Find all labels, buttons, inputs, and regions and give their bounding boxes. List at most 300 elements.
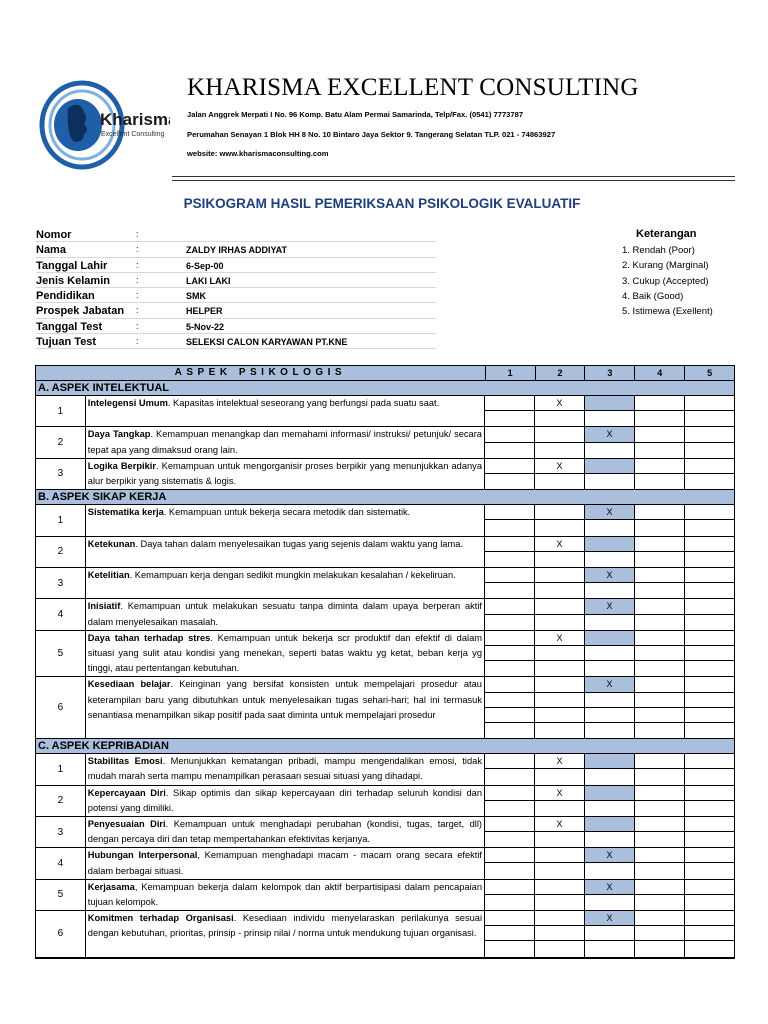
- score-cell-5: [684, 646, 734, 660]
- aspect-name: Daya tahan terhadap stres: [87, 632, 211, 643]
- legend-block: [622, 228, 713, 321]
- score-cell-1: [484, 880, 534, 894]
- row-description: [86, 817, 484, 847]
- score-cell-3: [584, 631, 634, 645]
- score-cell-2: [534, 427, 584, 441]
- aspect-name: Kesediaan belajar: [87, 679, 171, 690]
- header-score-2: 2: [535, 366, 585, 380]
- identity-value: 5-Nov-22: [186, 321, 225, 332]
- legend-title: Keterangan: [636, 228, 697, 240]
- row-number: 1: [36, 396, 86, 426]
- score-cells: [484, 459, 734, 489]
- score-line: [484, 848, 734, 863]
- score-cell-3: [584, 769, 634, 784]
- score-cell-5: [684, 505, 734, 519]
- table-header: [36, 366, 734, 381]
- aspect-text: . Kemampuan untuk bekerja scr produktif dan efektif di dalam situasi yang sulit atau kondisi yang menekan, seperti batas waktu yg ketat, beban kerja yg tinggi, atau pertentangan kebutuhan.: [87, 632, 482, 674]
- score-mark: X: [534, 786, 584, 800]
- score-cell-4: [634, 411, 684, 426]
- aspect-name: Inisiatif: [87, 601, 121, 612]
- score-cell-3: [584, 411, 634, 426]
- identity-colon: :: [136, 320, 139, 331]
- score-cell-2: [534, 646, 584, 660]
- score-cells: [484, 911, 734, 957]
- score-cell-5: [684, 817, 734, 831]
- score-line: [484, 723, 734, 738]
- score-cell-1: [484, 583, 534, 598]
- header-score-1: 1: [485, 366, 535, 380]
- score-cell-4: [634, 599, 684, 613]
- section-header: B. ASPEK SIKAP KERJA: [36, 490, 734, 505]
- identity-label: Nomor: [36, 229, 72, 241]
- company-logo: [38, 78, 170, 172]
- score-cells: [484, 786, 734, 816]
- score-cell-5: [684, 848, 734, 862]
- row-number: 6: [36, 677, 86, 738]
- score-cells: [484, 537, 734, 567]
- identity-block: [36, 227, 436, 349]
- identity-row: [36, 242, 436, 257]
- aspect-text: . Menunjukkan kematangan pribadi, mampu mengendalikan emosi, tidak mudah marah serta mampu menampilkan perasaan sesuai situasi yang dihadapi.: [87, 756, 482, 782]
- score-cell-1: [484, 459, 534, 473]
- address-line-1: Jalan Anggrek Merpati I No. 96 Komp. Batu Alam Permai Samarinda, Telp/Fax. (0541) 7773787: [187, 110, 524, 119]
- aspect-name: Sistematika kerja: [87, 507, 164, 518]
- document-title: PSIKOGRAM HASIL PEMERIKSAAN PSIKOLOGIK EVALUATIF: [183, 196, 581, 211]
- score-cell-5: [684, 941, 734, 956]
- score-line: [484, 926, 734, 941]
- score-cell-2: [534, 505, 584, 519]
- score-cell-3: [584, 754, 634, 768]
- identity-row: [36, 319, 436, 334]
- header-score-3: 3: [584, 366, 634, 380]
- score-cells: [484, 848, 734, 878]
- score-cell-1: [484, 693, 534, 707]
- aspect-name: Stabilitas Emosi: [87, 756, 163, 767]
- score-cell-4: [634, 661, 684, 676]
- score-line: [484, 661, 734, 676]
- score-cell-2: [534, 708, 584, 722]
- row-description: [86, 505, 484, 535]
- score-cell-5: [684, 537, 734, 551]
- score-mark: X: [534, 631, 584, 645]
- score-line: [484, 396, 734, 411]
- header-aspek: ASPEK PSIKOLOGIS: [174, 367, 347, 378]
- score-cell-5: [684, 459, 734, 473]
- legend-item: 2. Kurang (Marginal): [622, 260, 709, 272]
- row-description: [86, 880, 484, 910]
- score-line: [484, 599, 734, 614]
- score-cell-1: [484, 443, 534, 458]
- aspect-text: . Kapasitas intelektual seseorang yang berfungsi pada suatu saat.: [167, 398, 440, 408]
- score-line: [484, 427, 734, 442]
- website-line: website: www.kharismaconsulting.com: [187, 149, 329, 158]
- score-cell-1: [484, 599, 534, 613]
- row-number: 3: [36, 817, 86, 847]
- score-line: [484, 505, 734, 520]
- score-cell-4: [634, 631, 684, 645]
- row-number: 2: [36, 786, 86, 816]
- table-row: [36, 880, 734, 911]
- score-cell-4: [634, 817, 684, 831]
- score-line: [484, 474, 734, 489]
- legend-item: 4. Baik (Good): [622, 290, 684, 302]
- score-cell-4: [634, 615, 684, 630]
- identity-colon: :: [136, 290, 139, 301]
- score-cell-4: [634, 880, 684, 894]
- score-cell-4: [634, 677, 684, 691]
- identity-colon: :: [136, 244, 139, 255]
- table-row: [36, 677, 734, 739]
- identity-label: Jenis Kelamin: [36, 274, 110, 287]
- score-cell-2: [534, 474, 584, 489]
- score-cell-5: [684, 754, 734, 768]
- identity-value: SELEKSI CALON KARYAWAN PT.KNE: [186, 337, 348, 348]
- aspect-text: . Sikap optimis dan sikap kepercayaan diri terhadap seluruh kondisi dan potensi yang dimiliki.: [87, 787, 483, 813]
- aspect-name: Daya Tangkap: [87, 429, 151, 440]
- score-cell-5: [684, 832, 734, 847]
- score-cell-4: [634, 552, 684, 567]
- score-cell-4: [634, 443, 684, 458]
- score-cell-3: [584, 615, 634, 630]
- section-header: A. ASPEK INTELEKTUAL: [36, 381, 734, 396]
- score-cell-3: [584, 396, 634, 410]
- score-cell-4: [634, 754, 684, 768]
- aspect-text: . Kemampuan menangkap dan memahami informasi/ instruksi/ petunjuk/ secara tepat apa yang dimaksud orang lain.: [87, 429, 482, 455]
- score-cell-1: [484, 568, 534, 582]
- score-cell-5: [684, 568, 734, 582]
- score-line: [484, 801, 734, 816]
- table-row: [36, 427, 734, 458]
- row-number: 4: [36, 599, 86, 629]
- psychogram-table: [35, 365, 735, 959]
- score-cell-3: [584, 708, 634, 722]
- score-line: [484, 537, 734, 552]
- score-cell-2: [534, 661, 584, 676]
- score-cell-4: [634, 646, 684, 660]
- aspect-name: Ketekunan: [87, 538, 136, 549]
- score-cell-5: [684, 599, 734, 613]
- score-cell-5: [684, 583, 734, 598]
- table-row: [36, 817, 734, 848]
- aspect-name: Komitmen terhadap Organisasi: [87, 913, 234, 924]
- row-number: 4: [36, 848, 86, 878]
- score-cell-5: [684, 911, 734, 925]
- score-cell-2: [534, 941, 584, 956]
- score-cell-3: [584, 801, 634, 816]
- score-cell-3: [584, 786, 634, 800]
- header-divider-thin: [172, 180, 735, 181]
- score-mark: X: [534, 817, 584, 831]
- aspect-name: Kepercayaan Diri: [87, 787, 166, 798]
- score-mark: X: [534, 754, 584, 768]
- score-cells: [484, 631, 734, 677]
- score-cell-2: [534, 615, 584, 630]
- aspect-name: Kerjasama: [87, 881, 135, 892]
- score-cell-1: [484, 941, 534, 956]
- score-cell-5: [684, 631, 734, 645]
- score-line: [484, 708, 734, 723]
- score-line: [484, 769, 734, 784]
- score-line: [484, 631, 734, 646]
- score-cell-1: [484, 801, 534, 816]
- table-row: [36, 631, 734, 678]
- score-cell-1: [484, 537, 534, 551]
- identity-label: Nama: [36, 244, 66, 257]
- score-cell-4: [634, 583, 684, 598]
- header-score-5: 5: [684, 366, 734, 380]
- score-mark: X: [534, 459, 584, 473]
- identity-label: Prospek Jabatan: [36, 305, 125, 318]
- row-description: [86, 911, 484, 957]
- score-cell-4: [634, 786, 684, 800]
- score-cell-5: [684, 615, 734, 630]
- score-cell-2: [534, 723, 584, 738]
- score-cell-3: [584, 474, 634, 489]
- score-cell-3: [584, 832, 634, 847]
- score-cell-3: [584, 723, 634, 738]
- score-cell-2: [534, 832, 584, 847]
- identity-value: LAKI LAKI: [186, 275, 231, 286]
- score-cell-5: [684, 863, 734, 878]
- score-line: [484, 817, 734, 832]
- aspect-name: Penyesuaian Diri: [87, 818, 166, 829]
- header-divider: [172, 176, 735, 177]
- score-cell-4: [634, 396, 684, 410]
- score-cell-1: [484, 911, 534, 925]
- score-cell-4: [634, 848, 684, 862]
- score-cell-2: [534, 801, 584, 816]
- aspect-text: . Kemampuan untuk mengorganisir proses berpikir yang menunjukkan adanya alur berpikir yang sistematis & logis.: [87, 460, 482, 486]
- score-cell-1: [484, 411, 534, 426]
- score-cell-2: [534, 693, 584, 707]
- score-cell-2: [534, 411, 584, 426]
- score-mark: X: [584, 848, 634, 862]
- score-cell-4: [634, 427, 684, 441]
- aspect-text: . Kemampuan untuk melakukan sesuatu tanpa diminta dalam upaya berperan aktif dalam menyelesaikan masalah.: [87, 601, 482, 627]
- score-cell-2: [534, 583, 584, 598]
- score-cell-3: [584, 863, 634, 878]
- score-cell-1: [484, 552, 534, 567]
- score-cell-3: [584, 926, 634, 940]
- legend-item: 1. Rendah (Poor): [622, 245, 695, 256]
- row-description: [86, 631, 484, 677]
- table-row: [36, 848, 734, 879]
- score-cell-5: [684, 723, 734, 738]
- address-line-2: Perumahan Senayan 1 Blok HH 8 No. 10 Bintaro Jaya Sektor 9. Tangerang Selatan TLP. 021 - 74863927: [187, 130, 556, 139]
- score-line: [484, 941, 734, 956]
- aspect-text: , Kemampuan bekerja dalam kelompok dan aktif berpartisipasi dalam pencapaian tujuan kelompok.: [87, 881, 482, 907]
- score-mark: X: [534, 537, 584, 551]
- score-cell-4: [634, 895, 684, 910]
- section-header: C. ASPEK KEPRIBADIAN: [36, 739, 734, 754]
- row-number: 2: [36, 427, 86, 457]
- svg-text:Kharisma: Kharisma: [100, 110, 170, 129]
- score-mark: X: [584, 599, 634, 613]
- identity-value: HELPER: [186, 306, 223, 317]
- score-cell-5: [684, 474, 734, 489]
- score-cell-1: [484, 708, 534, 722]
- score-cell-4: [634, 723, 684, 738]
- score-cell-3: [584, 661, 634, 676]
- identity-row: [36, 288, 436, 303]
- score-line: [484, 911, 734, 926]
- score-cell-1: [484, 926, 534, 940]
- row-description: [86, 459, 484, 489]
- score-cells: [484, 599, 734, 629]
- row-number: 5: [36, 880, 86, 910]
- identity-row: [36, 227, 436, 242]
- aspect-text: . Kemampuan untuk bekerja secara metodik dan sistematik.: [163, 507, 411, 518]
- score-line: [484, 443, 734, 458]
- score-cell-3: [584, 693, 634, 707]
- score-cells: [484, 396, 734, 426]
- score-cell-1: [484, 863, 534, 878]
- score-line: [484, 677, 734, 692]
- score-cell-2: [534, 863, 584, 878]
- score-cell-4: [634, 505, 684, 519]
- score-cell-3: [584, 552, 634, 567]
- score-line: [484, 552, 734, 567]
- score-cell-2: [534, 443, 584, 458]
- aspect-text: . Keinginan yang bersifat konsisten untuk mempelajari prosedur atau keterampilan baru yang dibutuhkan untuk menyelesaikan tugas sehari-hari; hal ini termasuk senantiasa menampilkan sikap positif pada saat diminta untuk mempelajari prosedur: [87, 679, 482, 720]
- identity-colon: :: [136, 336, 139, 347]
- score-cells: [484, 880, 734, 910]
- score-cell-4: [634, 568, 684, 582]
- score-cell-3: [584, 941, 634, 956]
- score-line: [484, 568, 734, 583]
- score-cell-1: [484, 396, 534, 410]
- row-description: [86, 599, 484, 629]
- aspect-name: Intelegensi Umum: [87, 398, 168, 408]
- score-cell-5: [684, 677, 734, 691]
- score-cell-1: [484, 786, 534, 800]
- score-cells: [484, 677, 734, 738]
- row-description: [86, 427, 484, 457]
- score-line: [484, 520, 734, 535]
- score-cell-5: [684, 880, 734, 894]
- aspect-name: Logika Berpikir: [87, 460, 156, 471]
- row-description: [86, 396, 484, 426]
- score-cell-5: [684, 786, 734, 800]
- aspect-text: . Kemampuan untuk menghadapi perubahan (kondisi, tugas, target, dll) dengan percaya diri dan tetap mempertahankan efektivitas kerjanya.: [87, 818, 482, 845]
- row-description: [86, 848, 484, 878]
- score-cell-4: [634, 459, 684, 473]
- score-cell-4: [634, 474, 684, 489]
- row-number: 5: [36, 631, 86, 677]
- score-cell-2: [534, 848, 584, 862]
- identity-colon: :: [136, 305, 139, 316]
- score-cell-1: [484, 505, 534, 519]
- score-line: [484, 583, 734, 598]
- score-line: [484, 646, 734, 661]
- score-line: [484, 895, 734, 910]
- aspect-text: . Kesediaan individu menyelaraskan perilakunya sesuai dengan kebutuhan, prioritas, prinsip - prinsip nilai / norma untuk mendukung tujuan organisasi.: [87, 913, 483, 939]
- score-cell-1: [484, 615, 534, 630]
- score-mark: X: [584, 505, 634, 519]
- identity-row: [36, 303, 436, 318]
- score-cell-5: [684, 801, 734, 816]
- score-cell-5: [684, 708, 734, 722]
- row-number: 3: [36, 568, 86, 598]
- row-number: 1: [36, 505, 86, 535]
- aspect-name: Hubungan Interpersonal: [87, 850, 198, 861]
- score-mark: X: [534, 396, 584, 410]
- score-cell-2: [534, 926, 584, 940]
- score-cells: [484, 568, 734, 598]
- score-cell-4: [634, 863, 684, 878]
- score-mark: X: [584, 880, 634, 894]
- score-cell-1: [484, 754, 534, 768]
- score-cell-1: [484, 427, 534, 441]
- row-number: 2: [36, 537, 86, 567]
- score-cell-4: [634, 941, 684, 956]
- row-number: 3: [36, 459, 86, 489]
- score-cell-1: [484, 895, 534, 910]
- score-cell-1: [484, 474, 534, 489]
- identity-colon: :: [136, 229, 139, 239]
- score-mark: X: [584, 677, 634, 691]
- identity-value: 6-Sep-00: [186, 260, 224, 271]
- row-description: [86, 568, 484, 598]
- score-cell-1: [484, 520, 534, 535]
- aspect-name: Ketelitian: [87, 569, 130, 580]
- identity-colon: :: [136, 274, 139, 285]
- score-cell-2: [534, 568, 584, 582]
- aspect-text: . Daya tahan dalam menyelesaikan tugas yang sejenis dalam waktu yang lama.: [135, 538, 463, 549]
- identity-colon: :: [136, 259, 139, 270]
- score-cells: [484, 427, 734, 457]
- score-cell-1: [484, 817, 534, 831]
- score-cell-1: [484, 723, 534, 738]
- score-line: [484, 832, 734, 847]
- score-cell-2: [534, 911, 584, 925]
- table-row: [36, 505, 734, 536]
- score-line: [484, 863, 734, 878]
- score-line: [484, 693, 734, 708]
- score-cell-4: [634, 769, 684, 784]
- row-description: [86, 786, 484, 816]
- score-cell-1: [484, 631, 534, 645]
- table-row: [36, 537, 734, 568]
- score-cell-5: [684, 895, 734, 910]
- identity-row: [36, 273, 436, 288]
- identity-label: Tanggal Test: [36, 320, 103, 333]
- score-line: [484, 411, 734, 426]
- score-cell-4: [634, 832, 684, 847]
- score-cell-4: [634, 801, 684, 816]
- row-description: [86, 754, 484, 784]
- score-cell-2: [534, 552, 584, 567]
- score-cell-3: [584, 817, 634, 831]
- table-row: [36, 754, 734, 785]
- score-cell-3: [584, 459, 634, 473]
- identity-row: [36, 258, 436, 273]
- score-line: [484, 459, 734, 474]
- table-row: [36, 599, 734, 630]
- identity-row: [36, 334, 436, 349]
- svg-text:Excellent Consulting: Excellent Consulting: [101, 131, 165, 138]
- score-mark: X: [584, 427, 634, 441]
- company-name: KHARISMA EXCELLENT CONSULTING: [187, 74, 639, 101]
- score-cell-5: [684, 443, 734, 458]
- identity-label: Tujuan Test: [36, 336, 97, 349]
- score-cell-2: [534, 599, 584, 613]
- score-cell-4: [634, 537, 684, 551]
- score-cell-3: [584, 646, 634, 660]
- legend-item: 3. Cukup (Accepted): [622, 275, 709, 287]
- score-cell-3: [584, 520, 634, 535]
- score-line: [484, 615, 734, 630]
